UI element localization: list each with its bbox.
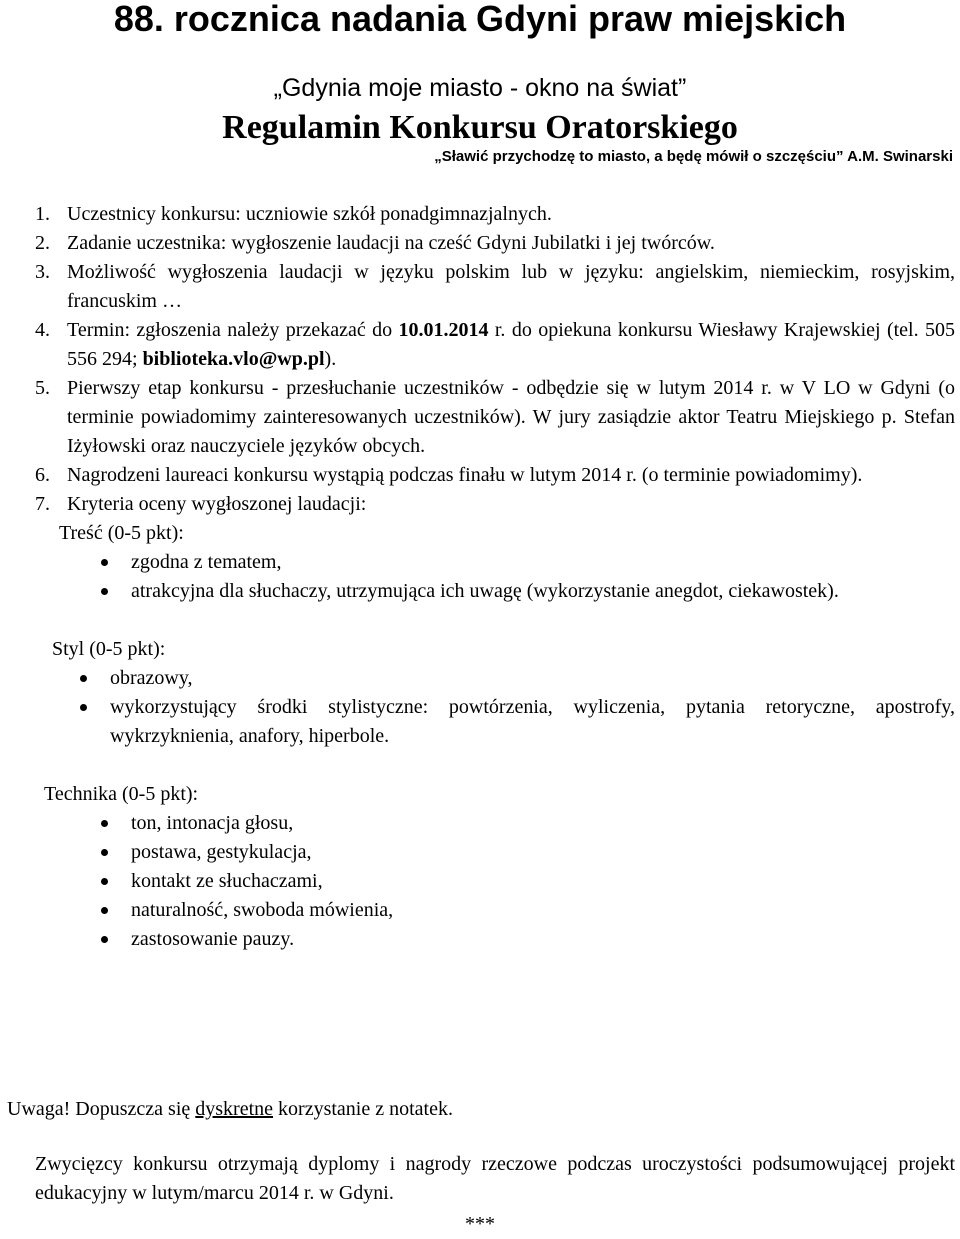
page-title: 88. rocznica nadania Gdyni praw miejskich — [113, 0, 847, 39]
bullet-icon — [101, 907, 108, 914]
bullet-icon — [101, 849, 108, 856]
note-text: korzystanie z notatek. — [273, 1098, 453, 1120]
list-item: ton, intonacja głosu, — [131, 809, 955, 838]
rule-number: 7. — [35, 493, 50, 515]
rule-item — [35, 316, 955, 374]
list-item: naturalność, swoboda mówienia, — [131, 896, 955, 925]
list-item: postawa, gestykulacja, — [131, 838, 955, 867]
closing-paragraph: Zwycięzcy konkursu otrzymają dyplomy i nagrody rzeczowe podczas uroczystości podsumowującej projekt edukacyjny w lutym/marcu 2014 r. w Gdyni. — [35, 1153, 955, 1204]
rule-text-part: Termin: zgłoszenia należy przekazać do — [67, 319, 399, 341]
rule-item — [35, 258, 955, 316]
note-paragraph — [7, 1095, 453, 1124]
rule-number: 2. — [35, 232, 50, 254]
rule-text: Możliwość wygłoszenia laudacji w języku polskim lub w języku: angielskim, niemieckim, rosyjskim, francuskim … — [67, 261, 955, 312]
rule-item — [35, 374, 955, 461]
criteria-list — [35, 548, 955, 606]
list-item: zastosowanie pauzy. — [131, 925, 955, 954]
rule-text — [67, 316, 955, 374]
rule-number: 1. — [35, 203, 50, 225]
list-item: obrazowy, — [110, 664, 955, 693]
rule-number: 3. — [35, 261, 50, 283]
rule-number: 5. — [35, 377, 50, 399]
bullet-icon — [101, 588, 108, 595]
rule-item — [35, 490, 955, 519]
rule-item — [35, 229, 955, 258]
contact-email: biblioteka.vlo@wp.pl — [142, 348, 325, 370]
criteria-group-technique — [35, 780, 955, 954]
rule-text: Uczestnicy konkursu: uczniowie szkół ponadgimnazjalnych. — [67, 203, 552, 225]
list-item: atrakcyjna dla słuchaczy, utrzymująca ich uwagę (wykorzystanie anegdot, ciekawostek). — [131, 577, 955, 606]
bullet-icon — [80, 675, 87, 682]
list-item: zgodna z tematem, — [131, 548, 955, 577]
rule-text: Kryteria oceny wygłoszonej laudacji: — [67, 493, 367, 515]
list-item: wykorzystujący środki stylistyczne: powtórzenia, wyliczenia, pytania retoryczne, apostrofy, wykrzyknienia, anafory, hiperbole. — [110, 693, 955, 751]
rule-number: 6. — [35, 464, 50, 486]
rule-text: Nagrodzeni laureaci konkursu wystąpią podczas finału w lutym 2014 r. (o terminie powiadomimy). — [67, 464, 863, 486]
document-heading: Regulamin Konkursu Oratorskiego — [222, 109, 738, 146]
rule-text: Zadanie uczestnika: wygłoszenie laudacji na cześć Gdyni Jubilatki i jej twórców. — [67, 232, 715, 254]
rule-text: Pierwszy etap konkursu - przesłuchanie uczestników - odbędzie się w lutym 2014 r. w V LO w Gdyni (o terminie powiadomimy zainteresowanych uczestników). W jury zasiądzie aktor Teatru Miejskiego p. Stefan Iżyłowski oraz nauczyciele języków obcych. — [67, 377, 955, 457]
rule-text-part: r. do opiekuna konkursu Wiesławy Krajewskiej (tel. 505 556 294; — [67, 319, 955, 370]
note-emphasis: dyskretne — [195, 1098, 274, 1120]
rules-list — [35, 200, 955, 954]
list-item: kontakt ze słuchaczami, — [131, 867, 955, 896]
rule-item — [35, 461, 955, 490]
bullet-icon — [101, 559, 108, 566]
criteria-group-style — [35, 635, 955, 751]
contest-motto: „Gdynia moje miasto - okno na świat” — [273, 74, 687, 102]
bullet-icon — [101, 820, 108, 827]
criteria-list — [35, 664, 955, 751]
criteria-list — [35, 809, 955, 954]
bullet-icon — [80, 704, 87, 711]
criteria-heading: Technika (0-5 pkt): — [44, 783, 199, 805]
criteria-heading: Treść (0-5 pkt): — [59, 522, 184, 544]
rule-text-part: ). — [324, 348, 337, 370]
deadline-date: 10.01.2014 — [398, 319, 489, 341]
criteria-group-content — [35, 519, 955, 606]
note-text: Uwaga! Dopuszcza się — [7, 1098, 196, 1120]
rule-number: 4. — [35, 319, 50, 341]
bullet-icon — [101, 878, 108, 885]
bullet-icon — [101, 936, 108, 943]
epigraph-quote: „Sławić przychodzę to miasto, a będę mówił o szczęściu” A.M. Swinarski — [434, 148, 953, 165]
criteria-heading: Styl (0-5 pkt): — [52, 638, 166, 660]
end-mark: *** — [465, 1213, 495, 1235]
rule-item — [35, 200, 955, 229]
